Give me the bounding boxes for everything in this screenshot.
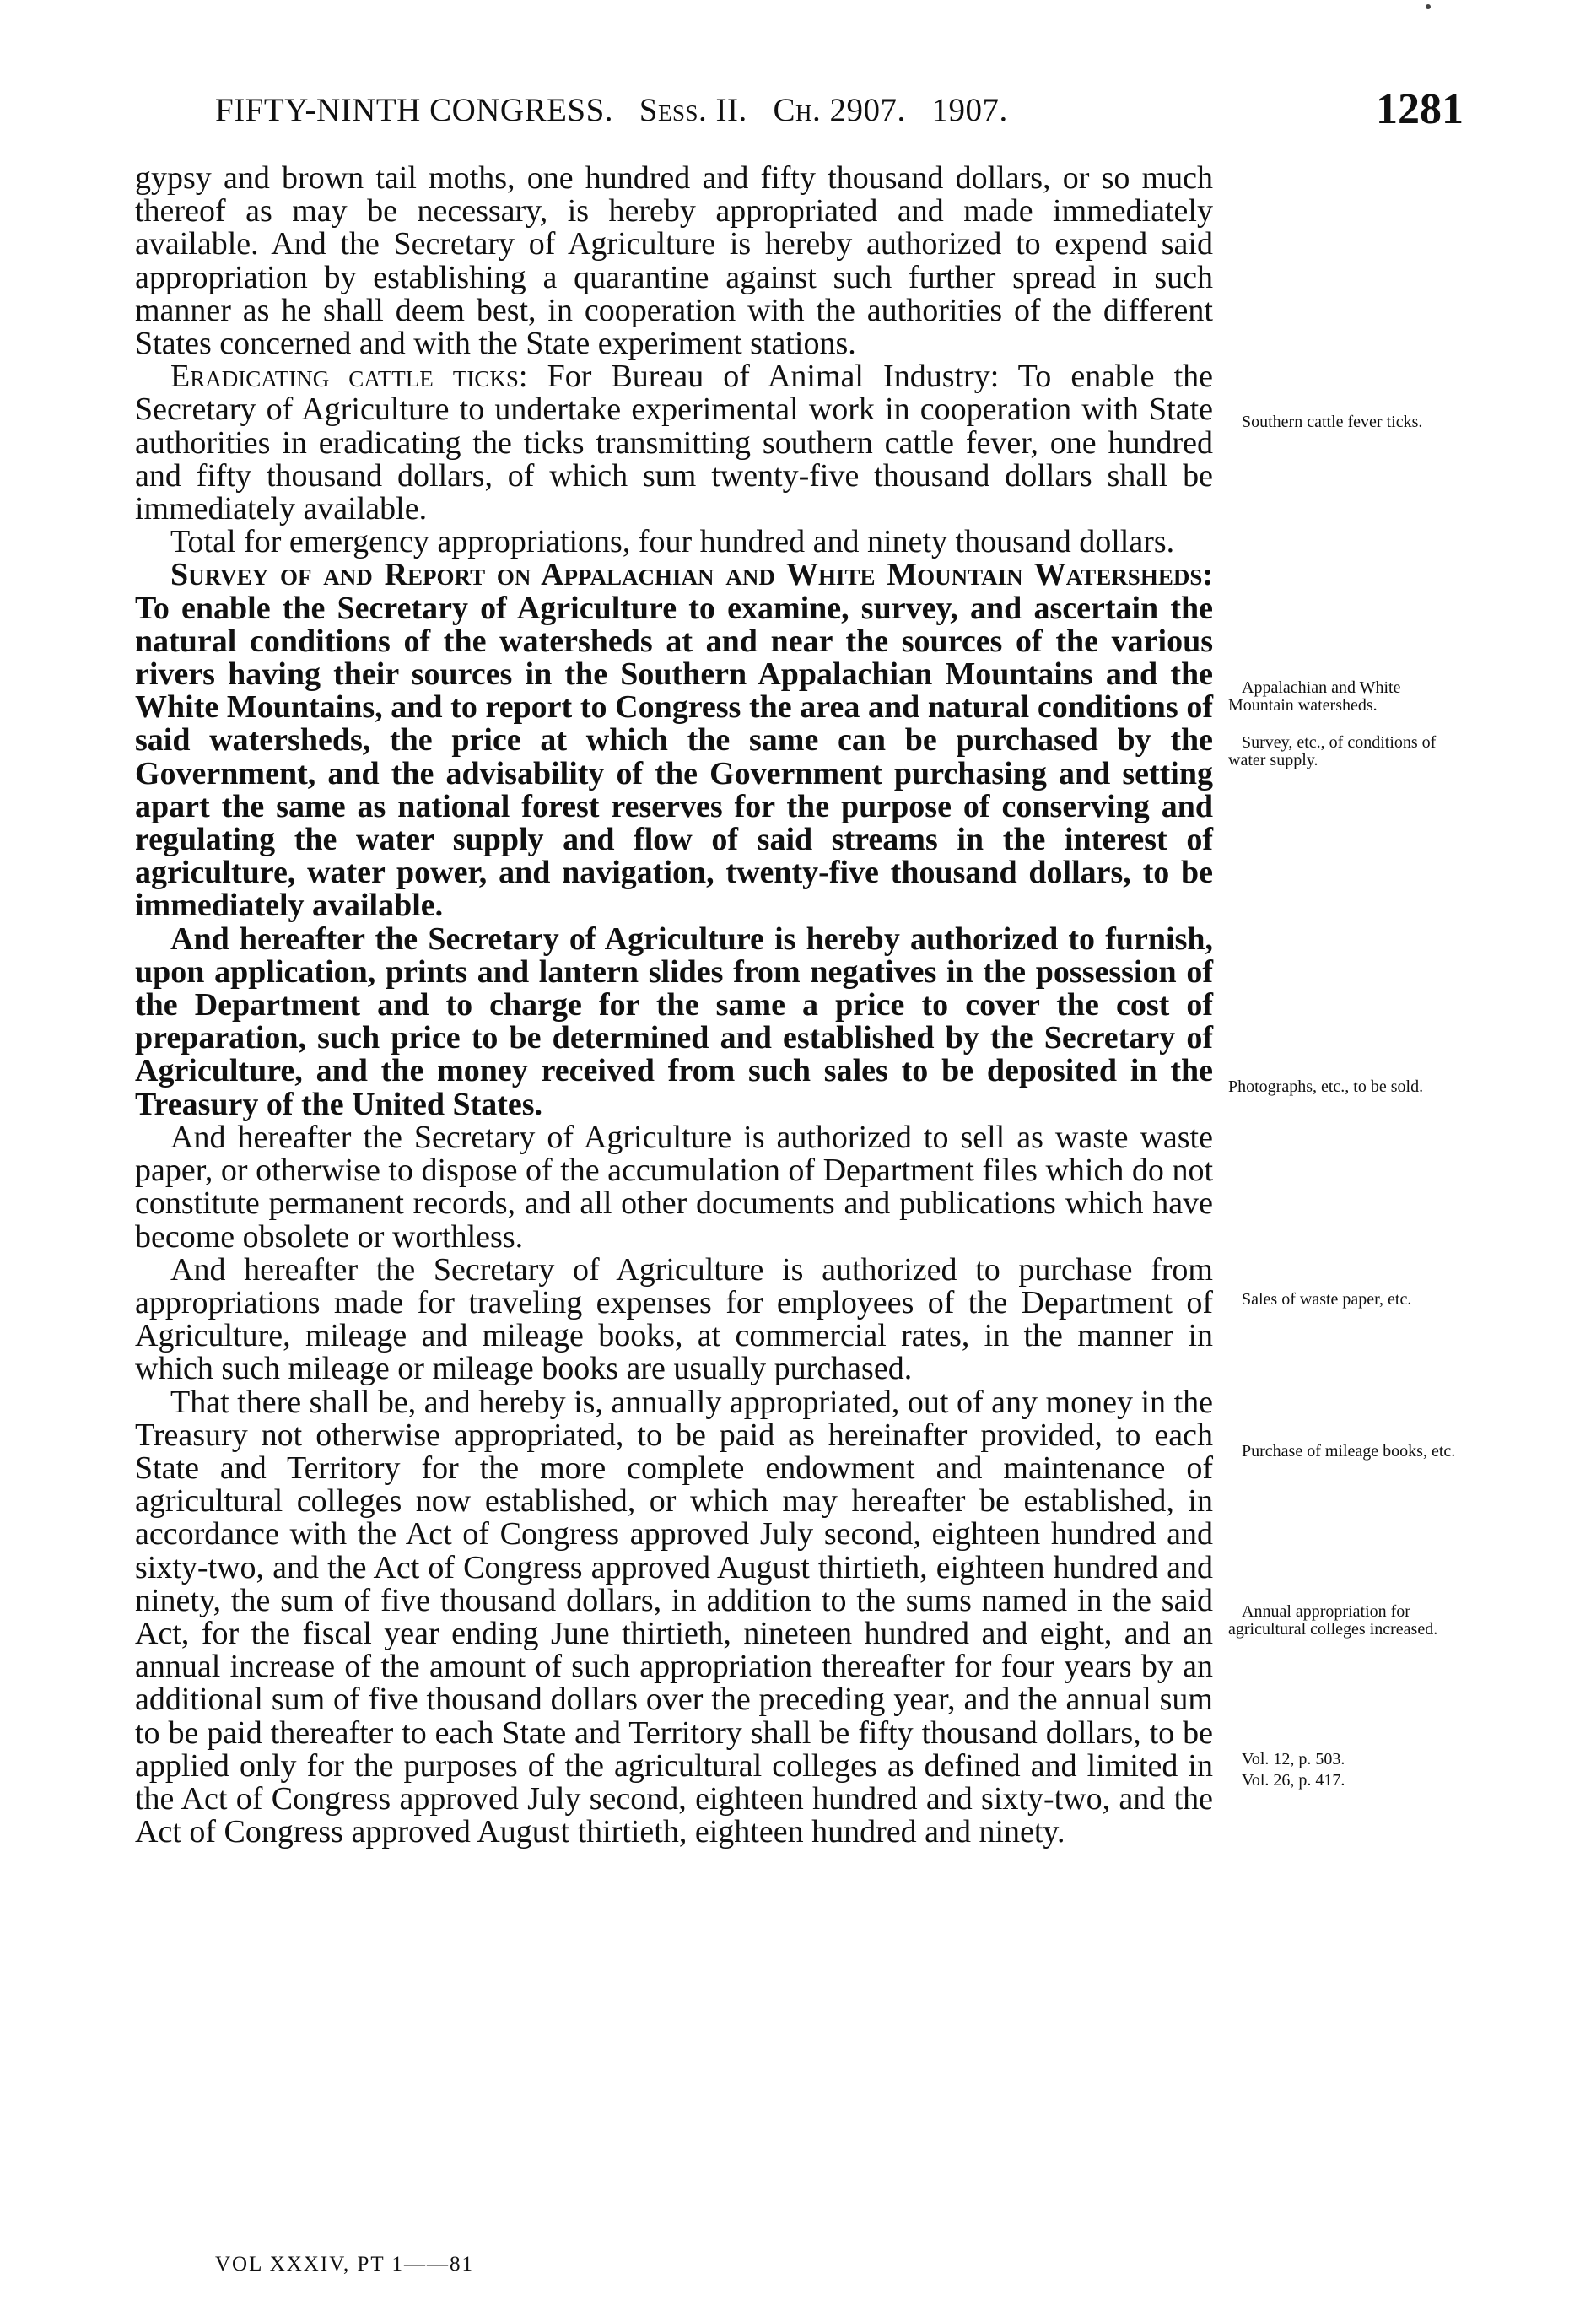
paragraph-gypsy-moths: gypsy and brown tail moths, one hundred and fifty thousand dollars, or so much thereof as may be necessary, is hereby appropriated and made immediately available. And the Secretary of Agriculture is hereby authorized to expend said appropriation by establishing a quarantine against such further spread in such manner as he shall deem best, in cooperation with the authorities of the different States concerned and with the State experiment stations. (135, 160, 1213, 362)
margin-note-survey: Survey, etc., of conditions of water supply. (1228, 733, 1437, 770)
header-chapter: Ch. 2907. (773, 92, 906, 128)
text-cattle-ticks: For Bureau of Animal Industry: To enable the Secretary of Agriculture to undertake experimental work in cooperation with State authorities in eradicating the ticks transmitting southern cattle fever, one hundred and fifty thousand dollars, of which sum twenty-five thousand dollars shall be immediately available. (135, 359, 1214, 527)
paragraph-total-emergency: Total for emergency appropriations, four hundred and ninety thousand dollars. (170, 524, 1175, 560)
paragraph-cattle-ticks (135, 360, 1213, 526)
body-text (135, 162, 1213, 1849)
caption-watersheds: Survey of and Report on Appalachian and White Mountain Watersheds: (170, 557, 1213, 593)
running-header (215, 84, 1464, 143)
margin-note-agricultural-colleges: Annual appropriation for agricultural colleges increased. (1228, 1602, 1438, 1639)
page-number: 1281 (1376, 85, 1464, 133)
margin-note-waste-paper: Sales of waste paper, etc. (1242, 1290, 1412, 1309)
paragraph-waste-paper: And hereafter the Secretary of Agriculture is authorized to sell as waste waste paper, or otherwise to dispose of the accumulation of Department files which do not constitute permanent records, and all other documents and publications which have become obsolete or worthless. (135, 1119, 1213, 1255)
margin-note-vol12: Vol. 12, p. 503. (1242, 1750, 1345, 1768)
stray-mark (1426, 4, 1431, 9)
paragraph-mileage: And hereafter the Secretary of Agriculture is authorized to purchase from appropriations made for traveling expenses for employees of the Department of Agriculture, mileage and mileage books, at commercial rates, in the manner in which such mileage or mileage books are usually purchased. (135, 1251, 1213, 1387)
header-session: Sess. II. (639, 92, 747, 128)
caption-cattle-ticks: Eradicating cattle ticks: (170, 359, 528, 395)
margin-note-appalachian: Appalachian and White Mountain watersheds. (1228, 678, 1401, 715)
margin-note-cattle-fever: Southern cattle fever ticks. (1242, 413, 1423, 431)
header-year: 1907. (931, 92, 1008, 128)
margin-note-mileage: Purchase of mileage books, etc. (1242, 1442, 1456, 1461)
header-title (215, 91, 1008, 129)
paragraph-agricultural-colleges: That there shall be, and hereby is, annually appropriated, out of any money in the Treasury not otherwise appropriated, to be paid as hereinafter provided, to each State and Territory for the more complete endowment and maintenance of agricultural colleges now established, or which may hereafter be established, in accordance with the Act of Congress approved July second, eighteen hundred and sixty-two, and the Act of Congress approved August thirtieth, eighteen hundred and ninety, the sum of five thousand dollars, in addition to the sums named in the said Act, for the fiscal year ending June thirtieth, nineteen hundred and eight, and an annual increase of the amount of such appropriation thereafter for four years by an additional sum of five thousand dollars over the preceding year, and the annual sum to be paid thereafter to each State and Territory shall be fifty thousand dollars, to be applied only for the purposes of the agricultural colleges as defined and limited in the Act of Congress approved July second, eighteen hundred and sixty-two, and the Act of Congress approved August thirtieth, eighteen hundred and ninety. (135, 1384, 1213, 1850)
text-watersheds: To enable the Secretary of Agriculture to examine, survey, and ascertain the natural conditions of the watersheds at and near the sources of the various rivers having their sources in the Southern Appalachian Mountains and the White Mountains, and to report to Congress the area and natural conditions of said watersheds, the price at which the same can be purchased by the Government, and the advisability of the Government purchasing and setting apart the same as national forest reserves for the purpose of conserving and regulating the water supply and flow of said streams in the interest of agriculture, water power, and navigation, twenty-five thousand dollars, to be immediately available. (135, 590, 1213, 924)
paragraph-photographs: And hereafter the Secretary of Agriculture is hereby authorized to furnish, upon application, prints and lantern slides from negatives in the possession of the Department and to charge for the same a price to cover the cost of preparation, such price to be determined and established by the Secretary of Agriculture, and the money received from such sales to be deposited in the Treasury of the United States. (135, 921, 1213, 1122)
paragraph-watersheds (135, 559, 1213, 922)
signature-mark: VOL XXXIV, PT 1——81 (215, 2253, 474, 2276)
margin-note-photographs: Photographs, etc., to be sold. (1228, 1077, 1424, 1096)
header-congress: FIFTY-NINTH CONGRESS. (215, 92, 614, 128)
margin-note-vol26: Vol. 26, p. 417. (1242, 1771, 1345, 1790)
